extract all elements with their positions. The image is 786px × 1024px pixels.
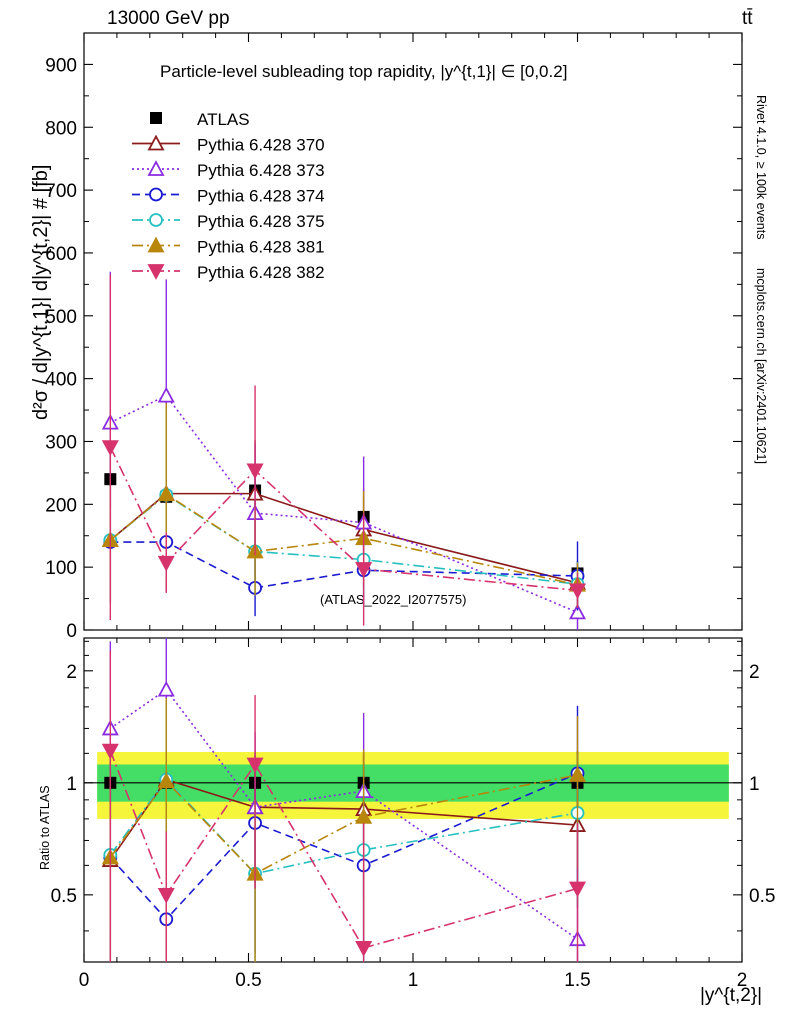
ratio-y-tick-label-right: 0.5 <box>749 885 776 907</box>
series-line <box>110 494 577 583</box>
ratio-data-point <box>159 683 173 696</box>
ratio-y-tick-label-right: 2 <box>749 661 760 683</box>
legend-label: Pythia 6.428 381 <box>197 237 325 257</box>
series-3 <box>104 482 583 616</box>
series-6 <box>103 274 584 625</box>
y-tick-label: 600 <box>45 243 77 265</box>
ratio-series-3 <box>104 706 583 962</box>
legend-label: Pythia 6.428 374 <box>197 186 325 206</box>
series-line <box>110 495 577 584</box>
ratio-y-axis-label-text: Ratio to ATLAS <box>38 785 52 870</box>
data-point <box>103 441 117 454</box>
legend-label: Pythia 6.428 373 <box>197 161 325 180</box>
ratio-y-tick-label: 2 <box>66 661 77 683</box>
legend-marker <box>149 162 163 175</box>
mcplots-url-label: mcplots.cern.ch [arXiv:2401.10621] <box>754 268 768 464</box>
ratio-series-1 <box>103 695 584 962</box>
main-series-group <box>103 272 584 630</box>
y-tick-label: 300 <box>45 432 77 454</box>
x-tick-label: 0.5 <box>235 970 262 991</box>
ratio-y-tick-label-right: 1 <box>749 773 760 795</box>
ratio-y-tick-label: 1 <box>66 773 77 795</box>
data-point <box>159 557 173 570</box>
ratio-series-4 <box>104 699 583 962</box>
legend <box>132 110 325 282</box>
header-right: tt̄ <box>742 8 753 29</box>
series-4 <box>104 407 583 606</box>
main-panel-frame <box>84 33 742 630</box>
ratio-data-point <box>159 889 173 902</box>
legend-label: ATLAS <box>197 110 250 129</box>
y-tick-label: 0 <box>66 621 77 642</box>
ratio-data-point <box>571 883 585 896</box>
legend-marker <box>150 189 162 201</box>
y-tick-label: 800 <box>45 118 77 140</box>
series-1 <box>103 399 584 603</box>
ratio-data-point <box>357 942 371 955</box>
y-tick-label: 700 <box>45 181 77 203</box>
y-tick-label: 500 <box>45 306 77 328</box>
data-point <box>248 464 262 477</box>
x-tick-label: 2 <box>736 970 748 991</box>
ratio-series-5 <box>103 698 584 962</box>
legend-label: Pythia 6.428 382 <box>197 263 325 282</box>
x-tick-label: 1.5 <box>564 970 591 991</box>
series-line <box>110 494 577 584</box>
series-line <box>110 447 577 590</box>
x-tick-label: 1 <box>407 970 419 991</box>
y-tick-label: 100 <box>45 558 77 580</box>
analysis-watermark: (ATLAS_2022_I2077575) <box>320 592 467 607</box>
y-axis-label-text: d²σ / d|y^{t,1}| d|y^{t,2}| # [fb] <box>30 164 52 420</box>
plot-title-text: Particle-level subleading top rapidity, |y^{t,1}| ∈ [0,0.2] <box>160 62 568 81</box>
x-tick-label: 0 <box>78 970 90 991</box>
header-left: 13000 GeV pp <box>107 8 230 29</box>
legend-marker <box>150 112 162 124</box>
rivet-version-label: Rivet 4.1.0, ≥ 100k events <box>754 95 768 240</box>
y-tick-label: 900 <box>45 55 77 77</box>
y-tick-label: 200 <box>45 495 77 517</box>
legend-label: Pythia 6.428 370 <box>197 135 325 155</box>
ratio-y-tick-label: 0.5 <box>50 885 77 907</box>
legend-label: Pythia 6.428 375 <box>197 212 325 231</box>
data-point <box>159 389 173 402</box>
x-axis-label-text: |y^{t,2}| <box>700 985 763 1006</box>
legend-marker <box>150 214 162 226</box>
y-tick-label: 400 <box>45 369 77 391</box>
